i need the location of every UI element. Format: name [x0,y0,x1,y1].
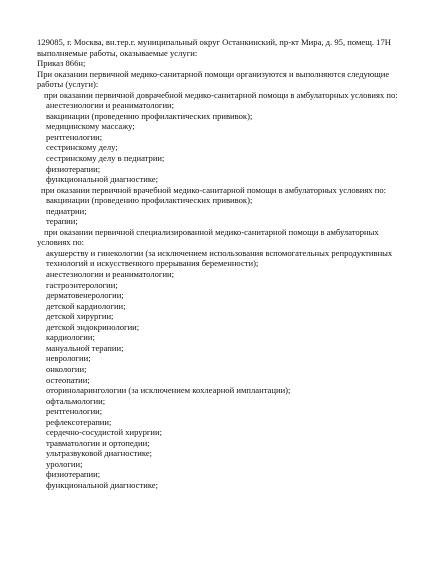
service-item: физиотерапии; [46,163,101,174]
service-item: физиотерапии; [46,469,101,480]
service-item: терапии; [46,216,78,227]
service-item: травматологии и ортопедии; [46,437,150,448]
service-item: сестринскому делу в педиатрии; [46,153,165,164]
service-item: педиатрии; [46,205,87,216]
service-item: кардиологии; [46,332,95,343]
service-item: оториноларингологии (за исключением кохлеарной имплантации); [46,385,291,396]
service-item: рентгенологии; [46,406,103,417]
service-item: анестезиологии и реаниматологии; [46,269,175,280]
service-item: сердечно-сосудистой хирургии; [46,427,163,438]
service-item: медицинскому массажу; [46,121,135,132]
service-item: акушерству и гинекологии (за исключением использования вспомогательных репродуктивных технологий и искусственного прерывания беременности); [46,247,393,269]
service-item: остеопатии; [46,374,90,385]
section-heading: при оказании первичной доврачебной медико-санитарной помощи в амбулаторных условиях по: [44,89,398,100]
service-item: вакцинации (проведению профилактических прививок); [46,195,253,206]
sections-list [37,90,411,491]
intro-paragraph: При оказании первичной медико-санитарной помощи организуются и выполняются следующие работы (услуги): [37,68,390,90]
service-item: сестринскому делу; [46,142,118,153]
service-item: рефлексотерапии; [46,416,112,427]
section-heading: при оказании первичной специализированной медико-санитарной помощи в амбулаторных условиях по: [37,226,379,248]
service-item: детской кардиологии; [46,300,126,311]
license-text [37,37,411,491]
service-item: гастроэнтерологии; [46,279,118,290]
service-item: вакцинации (проведению профилактических прививок); [46,110,253,121]
service-item: рентгенологии; [46,131,103,142]
address-line: 129085, г. Москва, вн.тер.г. муниципальный округ Останкинский, пр-кт Мира, д. 95, помещ. 17Н [37,37,391,47]
service-item: неврологии; [46,353,91,364]
service-item: функциональной диагностике; [46,479,159,490]
order-line: Приказ 866н; [37,58,86,69]
works-heading: выполняемые работы, оказываемые услуги: [37,47,198,58]
service-item: дерматовенерологии; [46,290,124,301]
section-heading: при оказании первичной врачебной медико-санитарной помощи в амбулаторных условиях по: [41,184,387,195]
service-item: детской хирургии; [46,311,114,322]
service-item: урологии; [46,458,83,469]
service-item: онкологии; [46,363,87,374]
service-item: анестезиологии и реаниматологии; [46,100,175,111]
service-item: детской эндокринологии; [46,321,140,332]
service-item: офтальмологии; [46,395,106,406]
service-item: функциональной диагностике; [46,174,159,185]
service-item: ультразвуковой диагностике; [46,448,153,459]
service-item: мануальной терапии; [46,342,124,353]
